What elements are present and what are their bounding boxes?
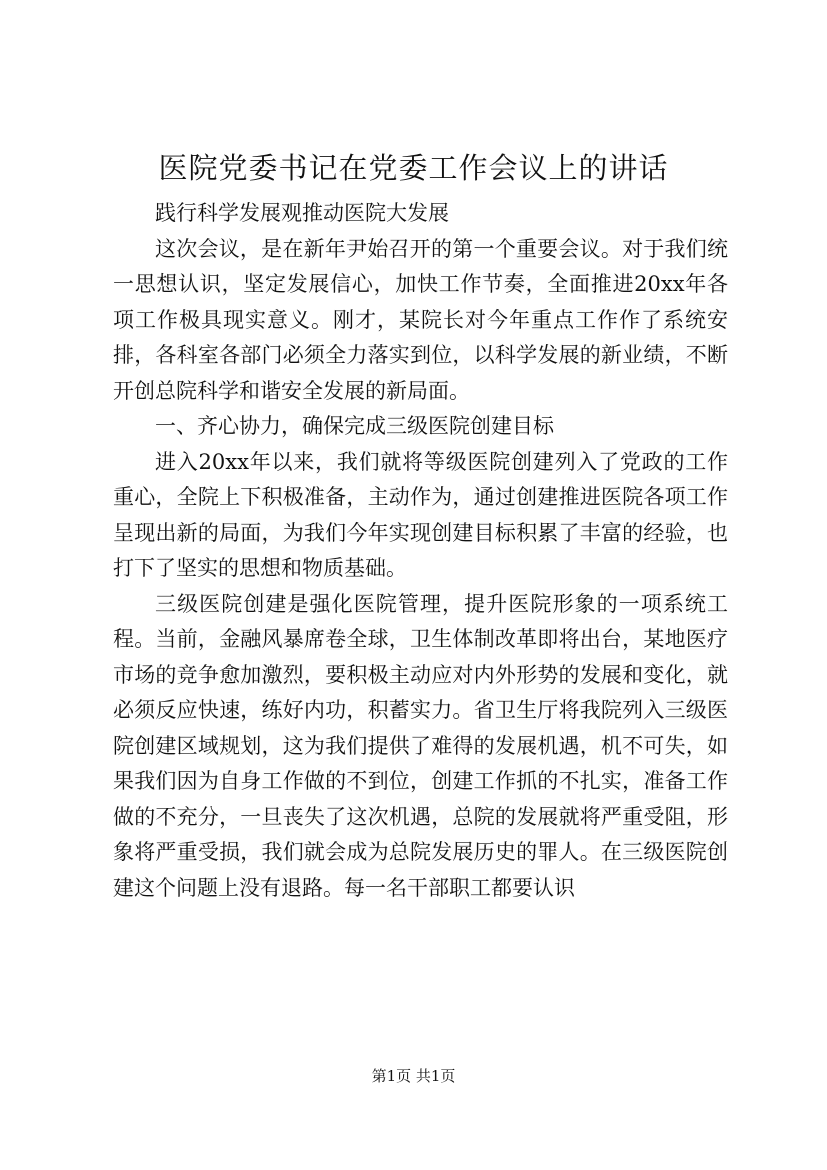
- section-heading: 一、齐心协力，确保完成三级医院创建目标: [155, 414, 554, 438]
- page-footer: 第1页 共1页: [371, 1067, 456, 1085]
- body-paragraph: 三级医院创建是强化医院管理，提升医院形象的一项系统工程。当前，金融风暴席卷全球，卫生体制改革即将出台，某地医疗市场的竞争愈加激烈，要积极主动应对内外形势的发展和变化，就必须反应快速，练好内功，积蓄实力。省卫生厅将我院列入三级医院创建区域规划，这为我们提供了难得的发展机遇，机不可失，如果我们因为自身工作做的不到位，创建工作抓的不扎实，准备工作做的不充分，一旦丧失了这次机遇，总院的发展就将严重受阻，形象将严重受损，我们就会成为总院发展历史的罪人。在三级医院创建这个问题上没有退路。每一名干部职工都要认识: [113, 591, 728, 900]
- document-body: [113, 196, 728, 906]
- body-paragraph: 进入20xx年以来，我们就将等级医院创建列入了党政的工作重心，全院上下积极准备，主动作为，通过创建推进医院各项工作呈现出新的局面，为我们今年实现创建目标积累了丰富的经验，也打下了坚实的思想和物质基础。: [113, 449, 728, 580]
- document-title: 医院党委书记在党委工作会议上的讲话: [158, 151, 669, 185]
- body-paragraph: 这次会议，是在新年尹始召开的第一个重要会议。对于我们统一思想认识，坚定发展信心，加快工作节奏，全面推进20xx年各项工作极具现实意义。刚才，某院长对今年重点工作作了系统安排，各科室各部门必须全力落实到位，以科学发展的新业绩，不断开创总院科学和谐安全发展的新局面。: [113, 236, 728, 403]
- subtitle-paragraph: 践行科学发展观推动医院大发展: [155, 201, 449, 225]
